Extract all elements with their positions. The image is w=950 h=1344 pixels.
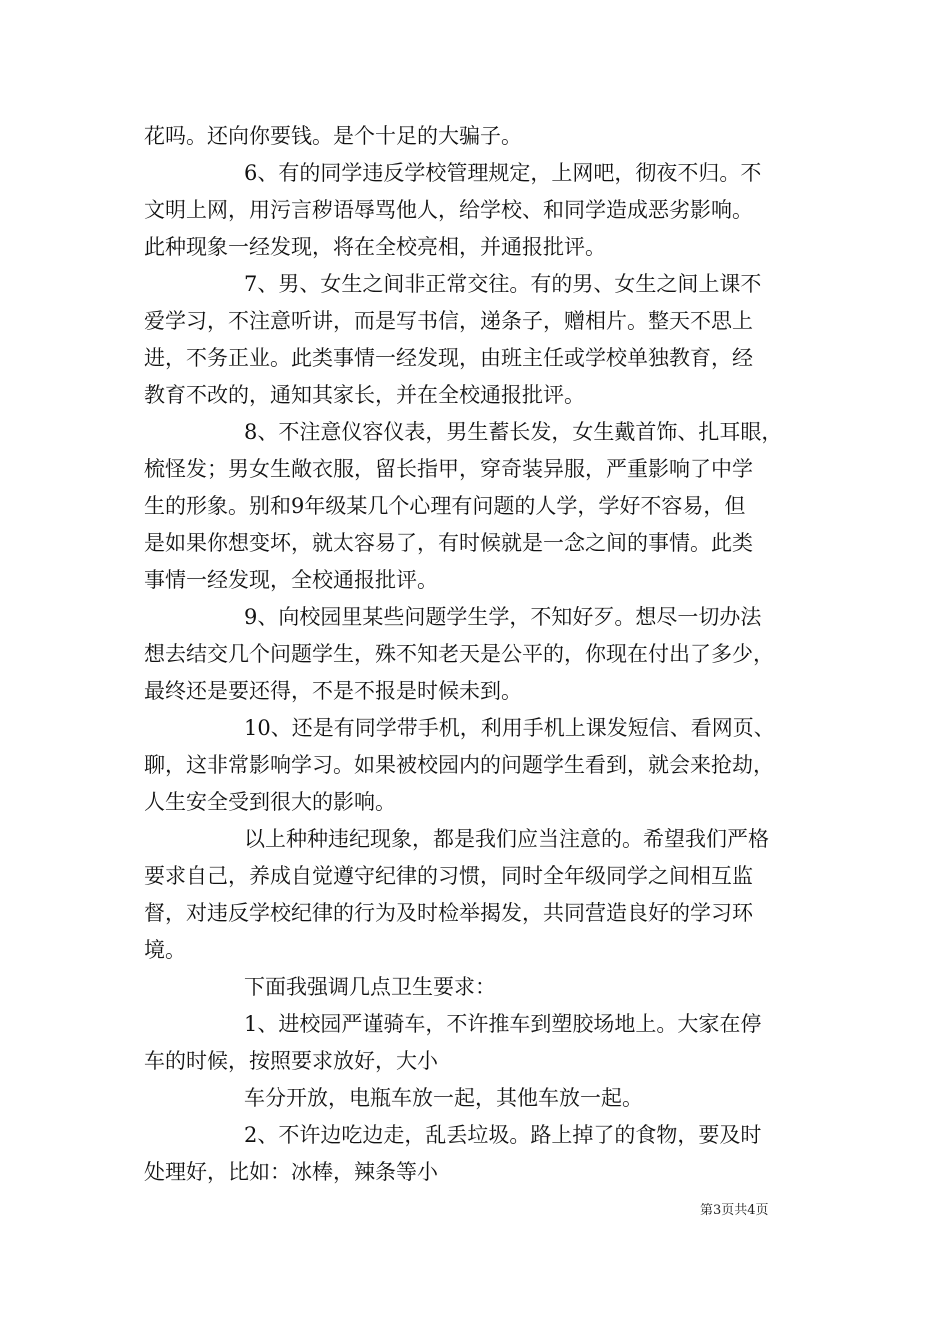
paragraph-hygiene-intro: 下面我强调几点卫生要求： — [244, 975, 496, 999]
paragraph-summary: 以上种种违纪现象，都是我们应当注意的。希望我们严格 — [244, 827, 769, 851]
text-line: 要求自己，养成自觉遵守纪律的习惯，同时全年级同学之间相互监 — [144, 864, 753, 888]
text-line: 境。 — [144, 938, 186, 962]
text-line: 事情一经发现，全校通报批评。 — [144, 568, 438, 592]
document-body — [144, 118, 810, 1191]
text-line: 督，对违反学校纪律的行为及时检举揭发，共同营造良好的学习环 — [144, 901, 753, 925]
text-line: 人生安全受到很大的影响。 — [144, 790, 396, 814]
paragraph-hygiene-item-1: 1、进校园严谨骑车，不许推车到塑胶场地上。大家在停 — [244, 1012, 762, 1036]
text-line: 此种现象一经发现，将在全校亮相，并通报批评。 — [144, 235, 606, 259]
paragraph-item-10: 10、还是有同学带手机，利用手机上课发短信、看网页、 — [244, 716, 775, 740]
text-line: 处理好，比如：冰棒，辣条等小 — [144, 1160, 438, 1184]
paragraph-item-9: 9、向校园里某些问题学生学，不知好歹。想尽一切办法 — [244, 605, 762, 629]
text-line: 是如果你想变坏，就太容易了，有时候就是一念之间的事情。此类 — [144, 531, 753, 555]
text-line: 教育不改的，通知其家长，并在全校通报批评。 — [144, 383, 585, 407]
paragraph-item-8: 8、不注意仪容仪表，男生蓄长发，女生戴首饰、扎耳眼， — [244, 420, 783, 444]
paragraph-item-7: 7、男、女生之间非正常交往。有的男、女生之间上课不 — [244, 272, 762, 296]
text-line: 梳怪发；男女生敞衣服，留长指甲，穿奇装异服，严重影响了中学 — [144, 457, 753, 481]
text-line-indented: 车分开放，电瓶车放一起，其他车放一起。 — [244, 1086, 643, 1110]
text-line: 文明上网，用污言秽语辱骂他人，给学校、和同学造成恶劣影响。 — [144, 198, 753, 222]
text-line: 聊，这非常影响学习。如果被校园内的问题学生看到，就会来抢劫， — [144, 753, 774, 777]
text-line: 花吗。还向你要钱。是个十足的大骗子。 — [144, 124, 522, 148]
text-line: 最终还是要还得，不是不报是时候未到。 — [144, 679, 522, 703]
text-line: 生的形象。别和9年级某几个心理有问题的人学，学好不容易，但 — [144, 494, 746, 518]
text-line: 爱学习，不注意听讲，而是写书信，递条子，赠相片。整天不思上 — [144, 309, 753, 333]
text-line: 车的时候，按照要求放好，大小 — [144, 1049, 438, 1073]
page-number-footer: 第3页共4页 — [700, 1203, 769, 1218]
paragraph-hygiene-item-2: 2、不许边吃边走，乱丢垃圾。路上掉了的食物，要及时 — [244, 1123, 762, 1147]
text-line: 进，不务正业。此类事情一经发现，由班主任或学校单独教育，经 — [144, 346, 753, 370]
paragraph-item-6: 6、有的同学违反学校管理规定，上网吧，彻夜不归。不 — [244, 161, 762, 185]
text-line: 想去结交几个问题学生，殊不知老天是公平的，你现在付出了多少， — [144, 642, 774, 666]
